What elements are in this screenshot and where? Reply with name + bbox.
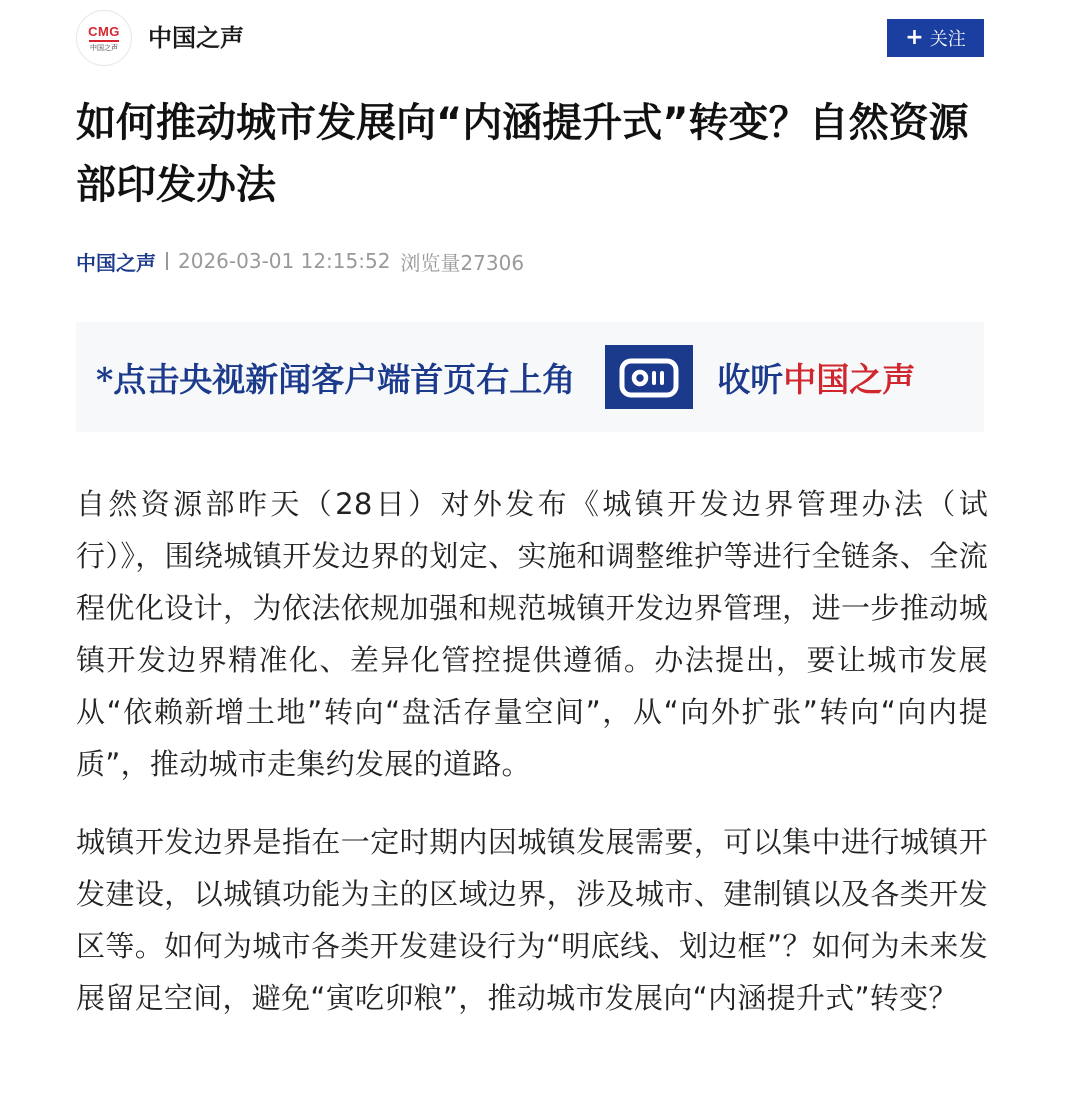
meta-datetime: 2026-03-01 12:15:52 [178, 249, 391, 273]
plus-icon: + [905, 25, 924, 50]
header [0, 0, 1080, 80]
banner-instruction: *点击央视新闻客户端首页右上角 [96, 359, 576, 399]
follow-label: 关注 [929, 29, 966, 50]
meta-views: 浏览量27306 [400, 250, 525, 275]
radio-icon [605, 345, 693, 409]
logo-text: CMG [88, 23, 120, 39]
channel-logo[interactable] [76, 10, 132, 66]
article-body [76, 478, 988, 1050]
meta-divider [166, 252, 168, 270]
article-meta [76, 246, 524, 276]
logo-subtext: 中国之声 [90, 43, 118, 52]
meta-source[interactable]: 中国之声 [76, 250, 156, 275]
banner-listen [717, 354, 915, 401]
follow-button[interactable] [887, 19, 984, 57]
channel-name[interactable]: 中国之声 [148, 24, 244, 52]
logo-divider [89, 40, 119, 42]
banner-listen-text: 收听 [717, 359, 784, 399]
paragraph: 城镇开发边界是指在一定时期内因城镇发展需要，可以集中进行城镇开发建设，以城镇功能为主的区域边界，涉及城市、建制镇以及各类开发区等。如何为城市各类开发建设行为“明底线、划边框”？如何为未来发展留足空间，避免“寅吃卯粮”，推动城市发展向“内涵提升式”转变？ [76, 825, 988, 1015]
listen-banner[interactable] [76, 322, 984, 432]
banner-brand-text: 中国之声 [783, 359, 916, 399]
paragraph: 自然资源部昨天（28日）对外发布《城镇开发边界管理办法（试行）》，围绕城镇开发边界的划定、实施和调整维护等进行全链条、全流程优化设计，为依法依规加强和规范城镇开发边界管理，进一步推动城镇开发边界精准化、差异化管控提供遵循。办法提出，要让城市发展从“依赖新增土地”转向“盘活存量空间”，从“向外扩张”转向“向内提质”，推动城市走集约发展的道路。 [76, 487, 988, 781]
article-title: 如何推动城市发展向“内涵提升式”转变？自然资源部印发办法 [76, 100, 969, 208]
